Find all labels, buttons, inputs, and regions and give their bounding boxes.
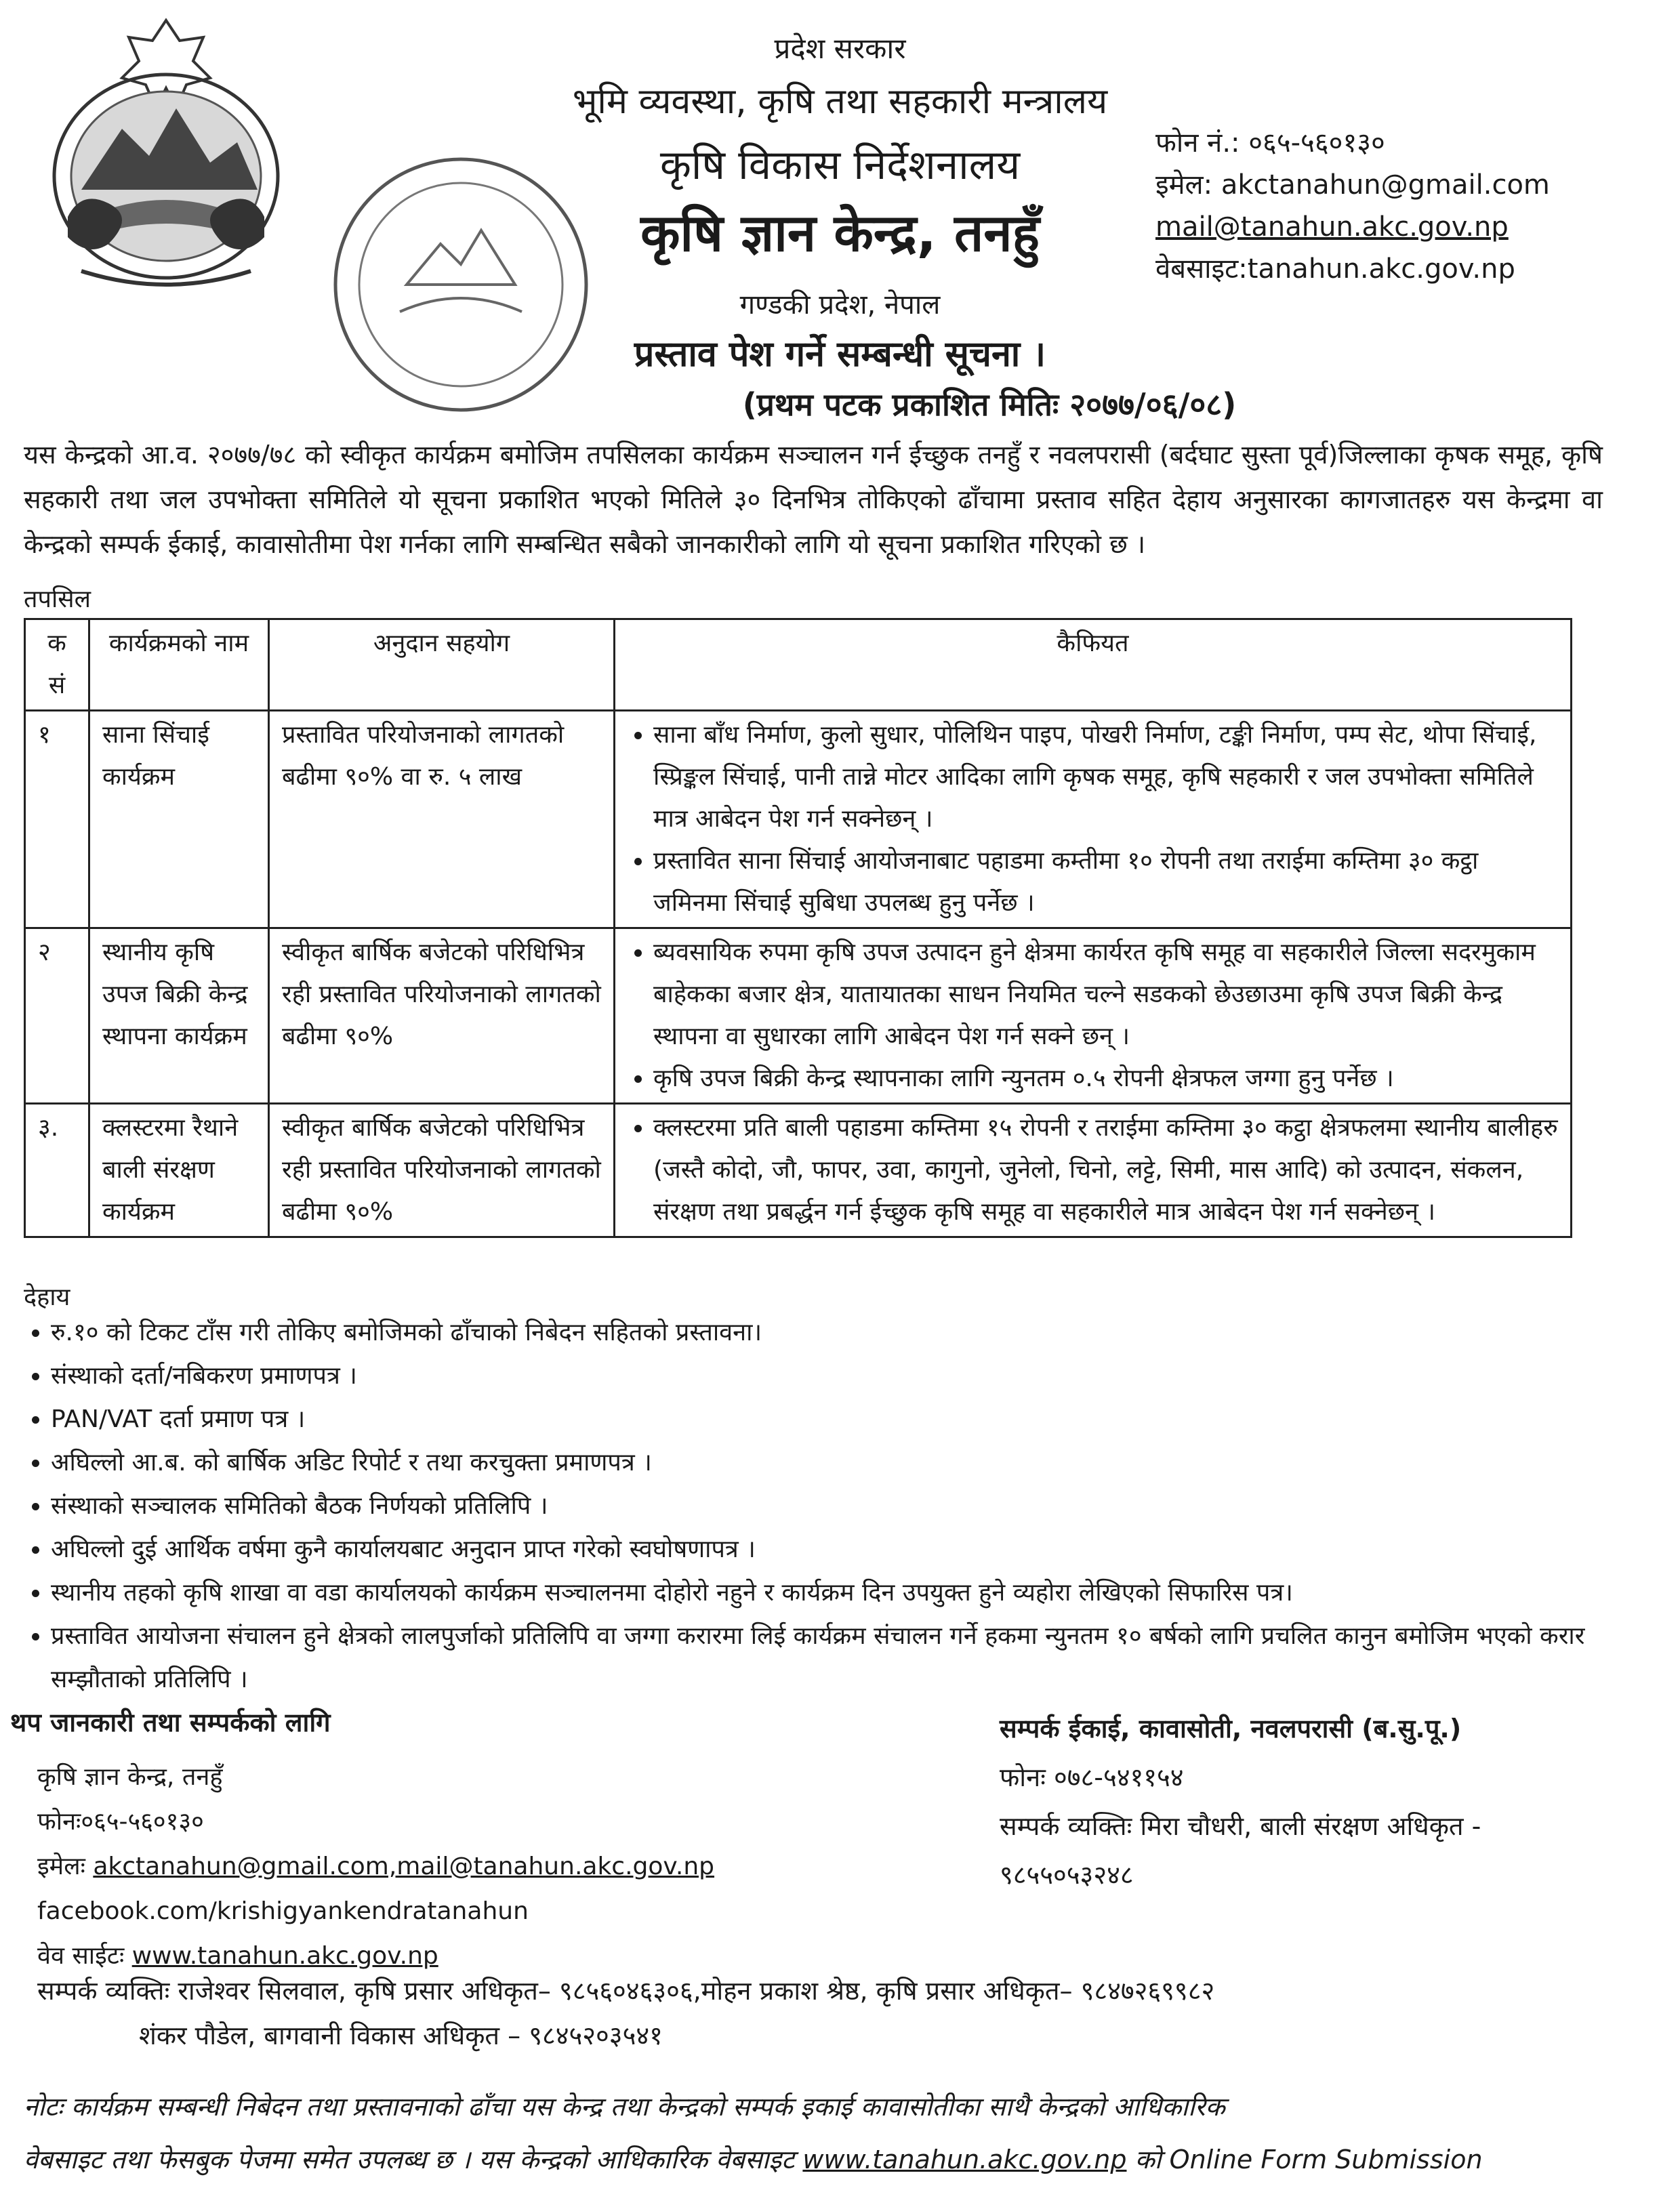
requirement-item: • प्रस्तावित आयोजना संचालन हुने क्षेत्रको लालपुर्जाको प्रतिलिपि वा जग्गा करारमा लिई कार्यक्रम संचालन गर्ने हकमा न्युनतम १० बर्षको लागि प्रचलित कानुन बमोजिम भएको करार सम्झौताको प्रतिलिपि । (51, 1615, 1630, 1701)
note-text: वेबसाइट तथा फेसबुक पेजमा समेत उपलब्ध छ । यस केन्द्रको आधिकारिक वेबसाइट (24, 2145, 795, 2174)
note-line (24, 2133, 1650, 2186)
requirement-item: • अघिल्लो आ.ब. को बार्षिक अडिट रिपोर्ट र तथा करचुक्ता प्रमाणपत्र । (51, 1441, 1630, 1485)
row-grant: स्वीकृत बार्षिक बजेटको परिधिभित्र रही प्रस्तावित परियोजनाको लागतको बढीमा ९०% (269, 928, 615, 1104)
contact-unit-heading: सम्पर्क ईकाई, कावासोती, नवलपरासी (ब.सु.पू.) (1000, 1714, 1462, 1743)
office-name: कृषि ज्ञान केन्द्र, तनहुँ (37, 1763, 223, 1791)
table-header-row (25, 619, 1572, 711)
email-link[interactable]: akctanahun@gmail.com,mail@tanahun.akc.gov.np (93, 1853, 715, 1880)
row-sn: ३. (25, 1104, 89, 1237)
requirements-list (24, 1311, 1630, 1701)
row-program-name: साना सिंचाई कार्यक्रम (89, 711, 269, 928)
row-grant: स्वीकृत बार्षिक बजेटको परिधिभित्र रही प्रस्तावित परियोजनाको लागतको बढीमा ९०% (269, 1104, 615, 1237)
office-contact-block (37, 1755, 952, 1979)
more-info-heading: थप जानकारी तथा सम्पर्कको लागि (10, 1708, 331, 1737)
header-office-name: कृषि ज्ञान केन्द्र, तनहुँ (640, 203, 1040, 263)
website-label: वेव साईटः (37, 1942, 125, 1970)
row-remarks (615, 711, 1572, 928)
row-grant: प्रस्तावित परियोजनाको लागतको बढीमा ९०% वा रु. ५ लाख (269, 711, 615, 928)
table-row (25, 928, 1572, 1104)
contact-unit-person: सम्पर्क व्यक्तिः मिरा चौधरी, बाली संरक्षण अधिकृत - (1000, 1811, 1481, 1841)
contact-persons (37, 1968, 1664, 2058)
email-label: इमेलः (37, 1853, 85, 1880)
header-remarks: कैफियत (615, 619, 1572, 711)
requirement-item: • PAN/VAT दर्ता प्रमाण पत्र । (51, 1398, 1630, 1441)
contact-unit-person-phone: ९८५५०५३२४८ (1000, 1860, 1134, 1890)
table-row (25, 711, 1572, 928)
row-sn: २ (25, 928, 89, 1104)
contact-persons-line: सम्पर्क व्यक्तिः राजेश्वर सिलवाल, कृषि प्रसार अधिकृत– ९८५६०४६३०६,मोहन प्रकाश श्रेष्ठ, कृषि प्रसार अधिकृत– ९८४७२६९९८२ (37, 1976, 1215, 2006)
contact-persons-line: शंकर पौडेल, बागवानी विकास अधिकृत – ९८४५२०३५४१ (139, 2021, 663, 2050)
row-sn: १ (25, 711, 89, 928)
requirements-label: देहाय (24, 1283, 70, 1311)
website-link[interactable]: www.tanahun.akc.gov.np (131, 1942, 438, 1970)
row-program-name: क्लस्टरमा रैथाने बाली संरक्षण कार्यक्रम (89, 1104, 269, 1237)
published-date: (प्रथम पटक प्रकाशित मितिः २०७७/०६/०८) (742, 386, 1237, 423)
header-directorate: कृषि विकास निर्देशनालय (659, 142, 1021, 189)
contact-unit-block (1000, 1704, 1610, 1899)
contact-email-alt[interactable]: mail@tanahun.akc.gov.np (1155, 211, 1509, 243)
note-website-link[interactable]: www.tanahun.akc.gov.np (802, 2145, 1127, 2174)
header-province-government: प्रदेश सरकार (774, 32, 906, 65)
header-ministry: भूमि व्यवस्था, कृषि तथा सहकारी मन्त्रालय (572, 81, 1108, 122)
requirement-item: • संस्थाको दर्ता/नबिकरण प्रमाणपत्र । (51, 1355, 1630, 1398)
note-text: को Online Form Submission (1134, 2145, 1483, 2174)
requirement-item: • स्थानीय तहको कृषि शाखा वा वडा कार्यालयको कार्यक्रम सञ्चालनमा दोहोरो नहुने र कार्यक्रम दिन उपयुक्त हुने व्यहोरा लेखिएको सिफारिस पत्र। (51, 1571, 1630, 1615)
contact-phone: फोन नं.: ०६५-५६०१३० (1155, 127, 1385, 159)
note-line: नोटः कार्यक्रम सम्बन्धी निबेदन तथा प्रस्तावनाको ढाँचा यस केन्द्र तथा केन्द्रको सम्पर्क इकाई कावासोतीका साथै केन्द्रको आधिकारिक (24, 2092, 1225, 2122)
row-remarks (615, 928, 1572, 1104)
remark-item: • प्रस्तावित साना सिंचाई आयोजनाबाट पहाडमा कम्तीमा १० रोपनी तथा तराईमा कम्तिमा ३० कट्ठा जमिनमा सिंचाई सुबिधा उपलब्ध हुनु पर्नेछ । (653, 840, 1558, 924)
contact-website[interactable]: वेबसाइट:tanahun.akc.gov.np (1155, 253, 1515, 285)
requirement-item: • संस्थाको सञ्चालक समितिको बैठक निर्णयको प्रतिलिपि । (51, 1485, 1630, 1528)
table-label: तपसिल (24, 585, 91, 613)
remark-item: • क्लस्टरमा प्रति बाली पहाडमा कम्तिमा १५ रोपनी र तराईमा कम्तिमा ३० कट्ठा क्षेत्रफलमा स्थानीय बालीहरु (जस्तै कोदो, जौ, फापर, उवा, कागुनो, जुनेलो, चिनो, लट्टे, सिमी, मास आदि) को उत्पादन, संकलन, संरक्षण तथा प्रबर्द्धन गर्न ईच्छुक कृषि समूह वा सहकारीले मात्र आबेदन पेश गर्न सक्नेछन् । (653, 1107, 1558, 1233)
table-row (25, 1104, 1572, 1237)
header-program-name: कार्यक्रमको नाम (89, 619, 269, 711)
remark-item: • कृषि उपज बिक्री केन्द्र स्थापनाका लागि न्युनतम ०.५ रोपनी क्षेत्रफल जग्गा हुनु पर्नेछ । (653, 1058, 1558, 1100)
remark-item: • ब्यवसायिक रुपमा कृषि उपज उत्पादन हुने क्षेत्रमा कार्यरत कृषि समूह वा सहकारीले जिल्ला सदरमुकाम बाहेकका बजार क्षेत्र, यातायातका साधन नियमित चल्ने सडकको छेउछाउमा कृषि उपज बिक्री केन्द्र स्थापना वा सुधारका लागि आबेदन पेश गर्न सक्ने छन् । (653, 932, 1558, 1058)
header-province-location: गण्डकी प्रदेश, नेपाल (739, 289, 941, 321)
contact-email[interactable]: इमेल: akctanahun@gmail.com (1155, 169, 1550, 201)
office-phone: फोनः०६५-५६०१३० (37, 1808, 204, 1836)
note-block (24, 2080, 1650, 2186)
facebook-link[interactable]: facebook.com/krishigyankendratanahun (37, 1897, 529, 1925)
header-contact-block (1155, 122, 1671, 290)
notice-title: प्रस्ताव पेश गर्ने सम्बन्धी सूचना । (634, 334, 1046, 375)
requirement-item: • रु.१० को टिकट टाँस गरी तोकिए बमोजिमको ढाँचाको निबेदन सहितको प्रस्तावना। (51, 1311, 1630, 1355)
contact-unit-phone: फोनः ०७८-५४११५४ (1000, 1762, 1184, 1792)
requirement-item: • अघिल्लो दुई आर्थिक वर्षमा कुनै कार्यालयबाट अनुदान प्राप्त गरेको स्वघोषणापत्र । (51, 1528, 1630, 1571)
program-table (24, 618, 1572, 1238)
header-sn: क सं (25, 619, 89, 711)
header-grant: अनुदान सहयोग (269, 619, 615, 711)
office-email (37, 1844, 952, 1889)
intro-paragraph: यस केन्द्रको आ.व. २०७७/७८ को स्वीकृत कार्यक्रम बमोजिम तपसिलका कार्यक्रम सञ्चालन गर्न ईच्छुक तनहुँ र नवलपरासी (बर्दघाट सुस्ता पूर्व)जिल्लाका कृषक समूह, कृषि सहकारी तथा जल उपभोक्ता समितिले यो सूचना प्रकाशित भएको मितिले ३० दिनभित्र तोकिएको ढाँचामा प्रस्ताव सहित देहाय अनुसारका कागजातहरु यस केन्द्रमा वा केन्द्रको सम्पर्क ईकाई, कावासोतीमा पेश गर्नका लागि सम्बन्धित सबैको जानकारीको लागि यो सूचना प्रकाशित गरिएको छ । (24, 440, 1603, 559)
remark-item: • साना बाँध निर्माण, कुलो सुधार, पोलिथिन पाइप, पोखरी निर्माण, टङ्की निर्माण, पम्प सेट, थोपा सिंचाई, स्प्रिङ्कल सिंचाई, पानी तान्ने मोटर आदिका लागि कृषक समूह, कृषि सहकारी र जल उपभोक्ता समितिले मात्र आबेदन पेश गर्न सक्नेछन् । (653, 714, 1558, 840)
row-remarks (615, 1104, 1572, 1237)
row-program-name: स्थानीय कृषि उपज बिक्री केन्द्र स्थापना कार्यक्रम (89, 928, 269, 1104)
